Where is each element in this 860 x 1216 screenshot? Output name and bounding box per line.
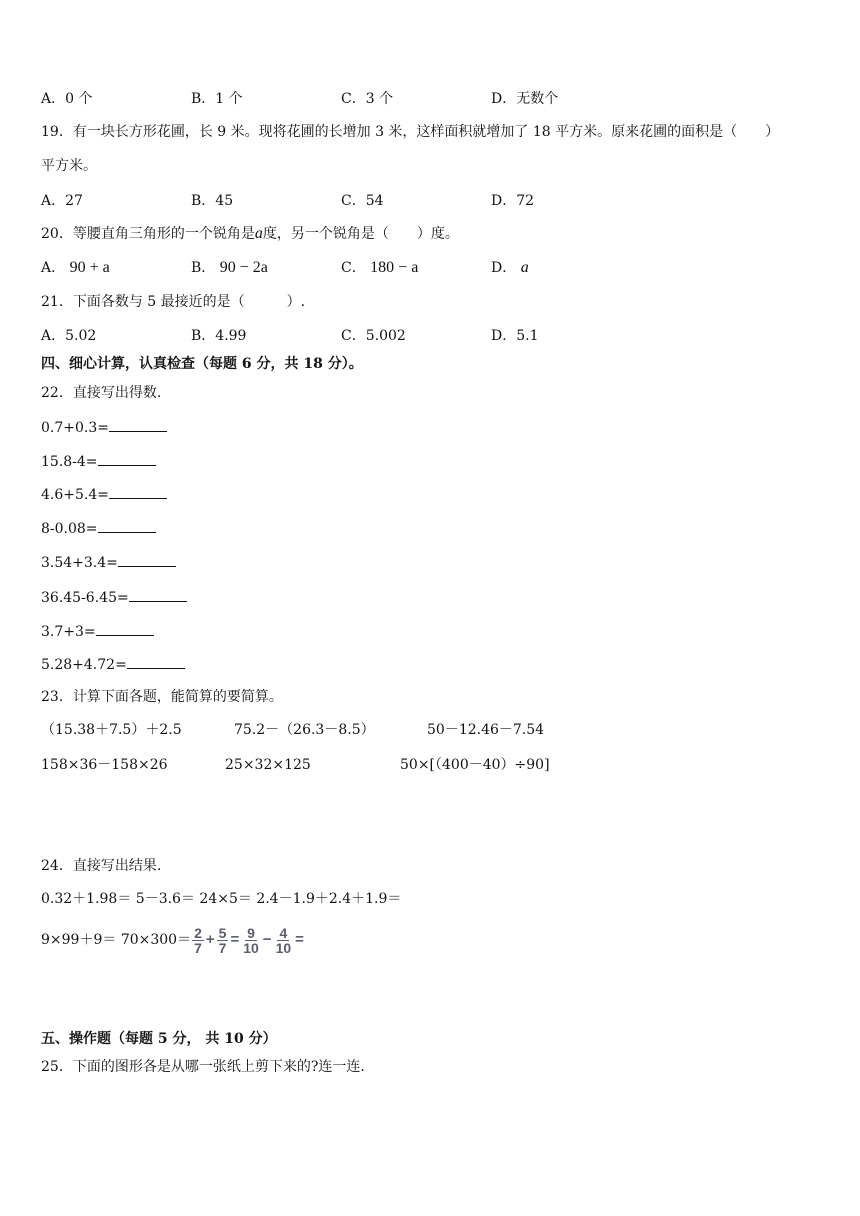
q21-question: 21．下面各数与 5 最接近的是（ ）. (41, 294, 306, 310)
q18-option-d: D．无数个 (491, 91, 559, 107)
section-5-heading: 五、操作题（每题 5 分， 共 10 分） (41, 1031, 277, 1047)
q22-item: 15.8-4= (41, 452, 156, 471)
q23-expression: 75.2－（26.3－8.5） (234, 722, 375, 738)
q21-option-a: A．5.02 (41, 328, 97, 344)
q20-option-d (491, 259, 529, 277)
q18-option-b: B．1 个 (191, 91, 243, 107)
fraction: $\frac{4}{10}$ (275, 924, 292, 956)
q22-item: 3.54+3.4= (41, 553, 176, 572)
q24-expression: 0.32＋1.98＝ (41, 891, 132, 907)
q24-row-2 (41, 924, 305, 956)
q24-row-1 (41, 890, 401, 908)
q24-expression: 24×5＝ (199, 891, 252, 907)
q22-item: 0.7+0.3= (41, 418, 167, 437)
q20-option-c (341, 259, 418, 277)
q24-expression: 9×99＋9＝ (41, 932, 117, 948)
q19-option-a: A．27 (41, 193, 83, 209)
q22-item: 4.6+5.4= (41, 485, 167, 504)
q20-question (41, 225, 459, 243)
q23-expression: 50×[（400－40）÷90] (400, 757, 550, 773)
q20-option-c-label: C． (341, 260, 366, 276)
q18-option-a: A．0 个 (41, 91, 93, 107)
q19-question-line2: 平方米。 (41, 158, 97, 174)
q24-question: 24．直接写出结果. (41, 858, 162, 874)
plus-sign: + (205, 931, 215, 948)
q23-expression: （15.38＋7.5）＋2.5 (41, 722, 182, 738)
q19-question-line1: 19．有一块长方形花圃，长 9 米。现将花圃的长增加 3 米，这样面积就增加了 18 平方米。原来花圃的面积是（ ） (41, 124, 780, 140)
q18-option-c: C．3 个 (341, 91, 394, 107)
q20-option-a-math: 90 + a (69, 259, 110, 276)
q20-option-a (41, 259, 110, 277)
section-4-heading: 四、细心计算，认真检查（每题 6 分，共 18 分）。 (41, 356, 363, 372)
q23-question: 23．计算下面各题，能简算的要简算。 (41, 689, 283, 705)
fraction: $\frac{2}{7}$ (194, 924, 202, 956)
q19-option-c: C．54 (341, 193, 384, 209)
q21-option-b: B．4.99 (191, 328, 247, 344)
q20-option-b-label: B． (191, 260, 216, 276)
q24-expression: 2.4－1.9＋2.4＋1.9＝ (256, 891, 402, 907)
q23-expression: 50－12.46－7.54 (427, 722, 545, 738)
q23-expression: 158×36－158×26 (41, 757, 168, 773)
q20-option-b-math: 90 − 2a (219, 259, 268, 276)
q20-prefix: 20．等腰直角三角形的一个锐角是 (41, 226, 255, 242)
q22-item: 5.28+4.72= (41, 655, 185, 674)
equals-sign: = (295, 931, 304, 948)
q21-option-c: C．5.002 (341, 328, 406, 344)
q19-option-d: D．72 (491, 193, 535, 209)
q20-variable: a (254, 225, 263, 242)
q20-option-d-label: D． (491, 260, 517, 276)
fraction: $\frac{5}{7}$ (218, 924, 227, 956)
equals-sign: = (230, 931, 240, 948)
q24-expression: 70×300＝ (120, 932, 192, 948)
q20-option-d-math: a (520, 259, 529, 276)
q22-item: 3.7+3= (41, 622, 154, 641)
q23-expression: 25×32×125 (225, 757, 311, 773)
q21-option-d: D．5.1 (491, 328, 539, 344)
q20-option-a-label: A． (41, 260, 66, 276)
q20-option-c-math: 180 − a (370, 259, 419, 276)
q20-option-b (191, 259, 268, 277)
q20-suffix: 度，另一个锐角是（ ）度。 (262, 226, 459, 242)
q22-item: 36.45-6.45= (41, 588, 187, 607)
q24-expression: 5－3.6＝ (135, 891, 195, 907)
q22-question: 22．直接写出得数. (41, 385, 162, 401)
q22-item: 8-0.08= (41, 519, 156, 538)
fraction: $\frac{9}{10}$ (243, 924, 259, 956)
q25-question: 25．下面的图形各是从哪一张纸上剪下来的?连一连. (41, 1059, 365, 1075)
q19-option-b: B．45 (191, 193, 234, 209)
minus-sign: − (262, 931, 272, 948)
